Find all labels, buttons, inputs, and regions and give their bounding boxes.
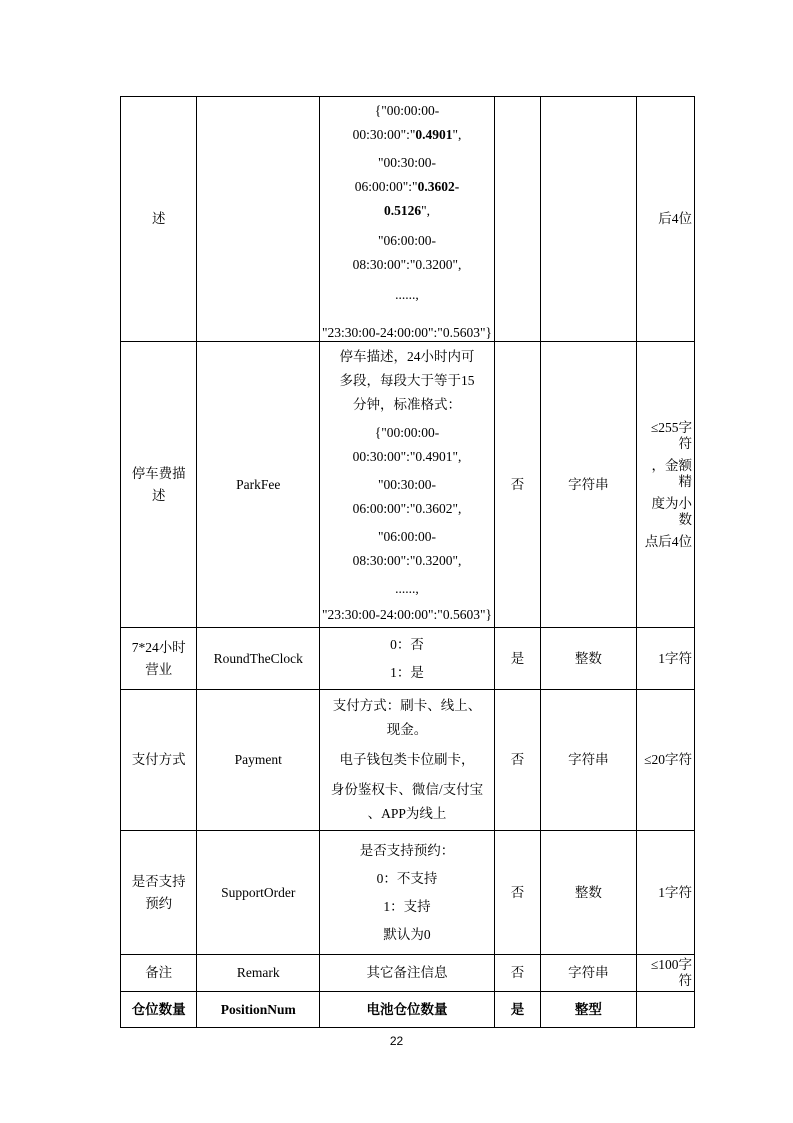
desc-line: 电子钱包类卡位刷卡， [339, 752, 475, 767]
field-code: ParkFee [236, 476, 281, 492]
field-description-cell [320, 690, 495, 831]
desc-line: 支付方式：刷卡、线上、 [332, 698, 482, 713]
required-cell [494, 955, 540, 992]
desc-line: 电池仓位数量 [366, 1001, 448, 1017]
desc-line: 默认为0 [383, 926, 431, 942]
desc-line: 身份鉴权卡、微信/支付宝 [330, 782, 484, 797]
field-code: Payment [234, 752, 282, 767]
field-description-cell [320, 342, 495, 628]
field-name: 支付方式 [131, 752, 186, 767]
field-name-cell [121, 97, 197, 342]
note-text: 1字符 [658, 884, 692, 900]
field-name-line: 是否支持 [131, 873, 186, 889]
field-description-cell [320, 831, 495, 955]
field-name-cell [121, 690, 197, 831]
desc-line [322, 179, 492, 195]
field-name-cell [121, 342, 197, 628]
table-row [121, 342, 695, 628]
field-code-cell [197, 342, 320, 628]
desc-fragment: 0.3602- [417, 179, 460, 194]
desc-line: "06:00:00- [377, 233, 436, 248]
required-value: 否 [510, 884, 525, 900]
field-description-cell [320, 97, 495, 342]
note-cell [636, 992, 694, 1028]
field-description-cell [320, 628, 495, 690]
field-code: Remark [236, 965, 280, 980]
field-name-line: 停车费描 [131, 465, 186, 481]
note-line: ，金额精 [651, 457, 692, 489]
field-name: 仓位数量 [131, 1001, 186, 1017]
desc-line: 08:30:00":"0.3200", [352, 257, 462, 272]
field-spec-table [120, 96, 695, 1028]
page-number: 22 [389, 1034, 404, 1048]
note-text: ≤20字符 [644, 752, 692, 767]
note-text: ≤100字符 [650, 957, 692, 988]
field-description-cell [320, 992, 495, 1028]
desc-line: 是否支持预约： [359, 842, 455, 858]
desc-line: 停车描述，24小时内可 [339, 348, 475, 364]
field-name-cell [121, 628, 197, 690]
note-cell [636, 831, 694, 955]
desc-line: "23:30:00-24:00:00":"0.5603"} [322, 325, 492, 340]
desc-line [322, 203, 492, 219]
field-name: 备注 [145, 965, 173, 980]
type-cell [541, 955, 636, 992]
table-row [121, 955, 695, 992]
desc-line: 其它备注信息 [366, 965, 448, 980]
required-value: 否 [510, 965, 525, 980]
type-cell [541, 690, 636, 831]
note-cell [636, 955, 694, 992]
desc-fragment: ", [421, 203, 430, 218]
required-cell [494, 628, 540, 690]
field-code: RoundTheClock [213, 650, 303, 666]
note-cell [636, 97, 694, 342]
type-value: 字符串 [568, 476, 609, 492]
required-value: 是 [510, 1001, 525, 1017]
desc-line: "06:00:00- [377, 528, 436, 544]
note-text: 后4位 [658, 211, 692, 226]
type-value: 整数 [574, 884, 602, 900]
table-row [121, 97, 695, 342]
field-name-cell [121, 955, 197, 992]
required-value: 是 [510, 650, 525, 666]
desc-line: "00:30:00- [377, 476, 436, 492]
table-row [121, 831, 695, 955]
desc-line: 1：支持 [383, 898, 431, 914]
desc-line: 00:30:00":"0.4901", [352, 448, 462, 464]
desc-fragment: ", [452, 127, 462, 142]
type-value: 字符串 [568, 752, 609, 767]
desc-line: ......, [395, 580, 419, 596]
field-code-cell [197, 992, 320, 1028]
field-name-line: 营业 [145, 661, 173, 677]
field-name: 述 [151, 211, 166, 226]
desc-line: "00:30:00- [377, 155, 436, 170]
desc-line: 多段，每段大于等于15 [339, 372, 475, 388]
field-code-cell [197, 97, 320, 342]
field-code-cell [197, 831, 320, 955]
note-cell [636, 690, 694, 831]
table-row [121, 628, 695, 690]
desc-line [322, 127, 492, 143]
required-cell [494, 342, 540, 628]
note-text: 1字符 [658, 650, 692, 666]
desc-line: ......, [395, 287, 419, 302]
desc-line: 0：不支持 [376, 870, 438, 886]
desc-line: {"00:00:00- [374, 103, 440, 118]
field-code-cell [197, 690, 320, 831]
type-value: 字符串 [568, 965, 609, 980]
desc-line: 现金。 [386, 722, 428, 737]
desc-fragment: 0.5126 [383, 203, 422, 218]
note-cell [636, 342, 694, 628]
desc-line: 、APP为线上 [367, 806, 447, 821]
note-cell [636, 628, 694, 690]
field-name-line: 预约 [145, 895, 173, 911]
desc-line: 0：否 [390, 636, 424, 652]
type-cell [541, 628, 636, 690]
type-cell [541, 342, 636, 628]
desc-line: 1：是 [390, 664, 424, 680]
type-value: 整型 [574, 1001, 602, 1017]
required-cell [494, 831, 540, 955]
type-value: 整数 [574, 650, 602, 666]
desc-line: 分钟，标准格式： [352, 396, 461, 412]
field-code-cell [197, 955, 320, 992]
field-name-cell [121, 831, 197, 955]
field-code: PositionNum [220, 1001, 296, 1017]
desc-line: 06:00:00":"0.3602", [352, 500, 462, 516]
field-code-cell [197, 628, 320, 690]
desc-line: "23:30:00-24:00:00":"0.5603"} [322, 606, 492, 622]
type-cell [541, 992, 636, 1028]
table-row [121, 690, 695, 831]
required-cell [494, 97, 540, 342]
required-cell [494, 690, 540, 831]
desc-line: 08:30:00":"0.3200", [352, 552, 462, 568]
field-description-cell [320, 955, 495, 992]
desc-fragment: 00:30:00":" [352, 127, 416, 142]
note-line: 点后4位 [644, 533, 692, 549]
desc-line: {"00:00:00- [374, 424, 440, 440]
field-code: SupportOrder [221, 884, 296, 900]
type-cell [541, 831, 636, 955]
required-cell [494, 992, 540, 1028]
required-value: 否 [510, 752, 525, 767]
field-name-line: 述 [151, 487, 166, 503]
note-line: 度为小数 [651, 495, 692, 527]
required-value: 否 [510, 476, 525, 492]
desc-fragment: 06:00:00":" [354, 179, 418, 194]
field-name-line: 7*24小时 [131, 639, 186, 655]
type-cell [541, 97, 636, 342]
note-line: ≤255字符 [650, 419, 692, 451]
field-name-cell [121, 992, 197, 1028]
desc-fragment: 0.4901 [415, 127, 453, 142]
table-row [121, 992, 695, 1028]
